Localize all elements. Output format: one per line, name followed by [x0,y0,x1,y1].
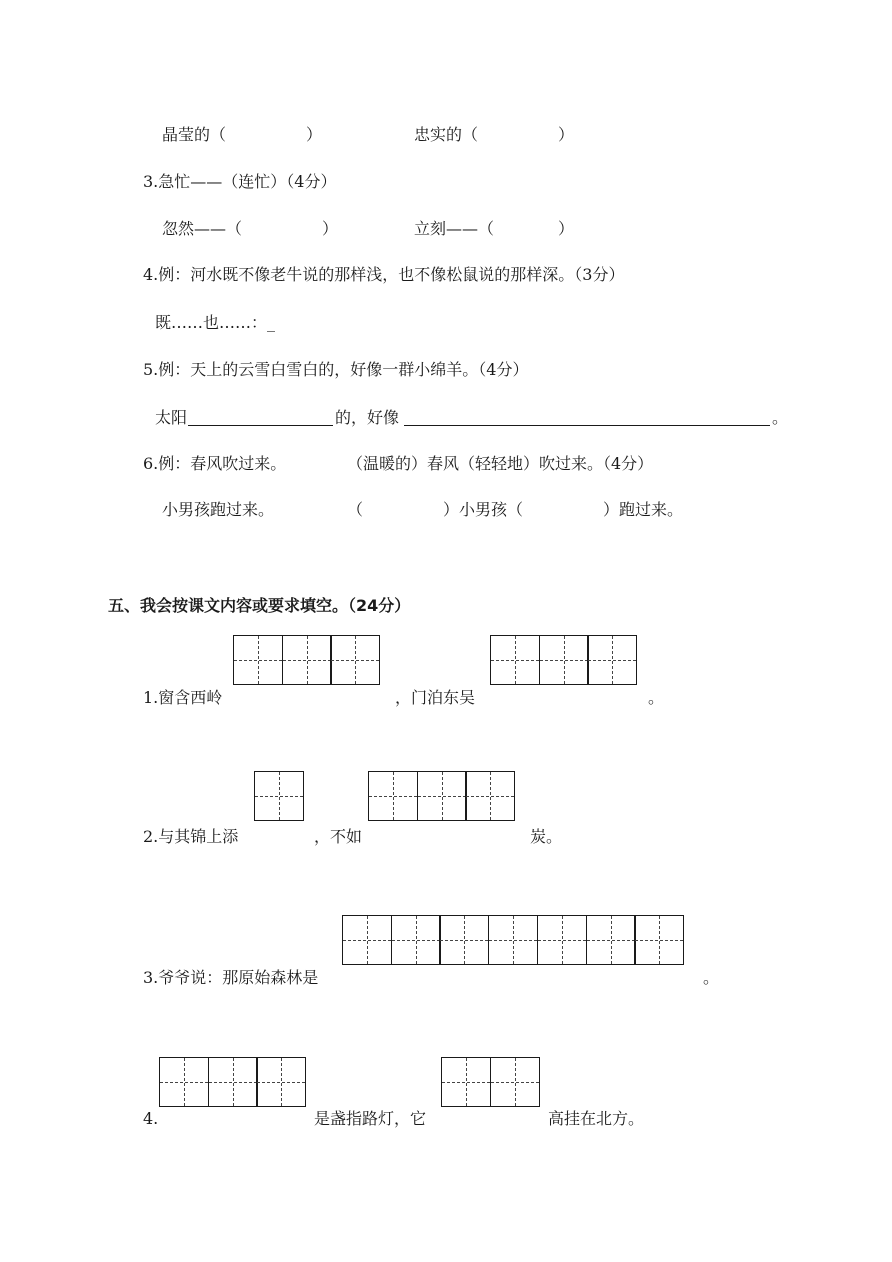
q-expand-line-a: 小男孩跑过来。 [162,500,275,519]
q-simile-blank-1[interactable] [188,425,333,426]
char-box[interactable] [254,771,304,821]
char-box[interactable] [256,1057,306,1107]
q-expand-line-b: （ ）小男孩（ ）跑过来。 [347,500,684,519]
char-box[interactable] [368,771,418,821]
char-box[interactable] [233,635,283,685]
fill1-text-c: 。 [648,688,665,707]
fill2-grid-a[interactable] [254,771,304,821]
q-sentence-stem: 4.例：河水既不像老牛说的那样浅，也不像松鼠说的那样深。（3分） [143,265,625,284]
fill3-text-a: 3.爷爷说：那原始森林是 [143,968,319,987]
fill2-text-c: 炭。 [530,827,563,846]
char-box[interactable] [391,915,441,965]
char-box[interactable] [441,1057,491,1107]
q-simile-stem: 5.例：天上的云雪白雪白的，好像一群小绵羊。（4分） [143,360,529,379]
char-box[interactable] [439,915,489,965]
char-box[interactable] [465,771,515,821]
q-simile-end: 。 [772,408,789,427]
char-box[interactable] [330,635,380,685]
q-sentence-prompt: 既……也……：_ [155,313,276,332]
char-box[interactable] [342,915,392,965]
char-box[interactable] [417,771,467,821]
q3-left-text: 晶莹的（ ） [162,125,323,144]
fill3-text-c: 。 [703,968,720,987]
char-box[interactable] [587,635,637,685]
char-box[interactable] [634,915,684,965]
q-synonym-right: 立刻——（ ） [414,219,575,238]
char-box[interactable] [490,1057,540,1107]
fill4-text-b: 是盏指路灯，它 [314,1109,427,1128]
char-box[interactable] [208,1057,258,1107]
q-simile-blank-2[interactable] [404,425,770,426]
fill1-text-b: ，门泊东吴 [395,688,476,707]
q3-right-text: 忠实的（ ） [414,125,575,144]
fill2-text-b: ，不如 [314,827,363,846]
q-expand-stem-b: （温暖的）春风（轻轻地）吹过来。（4分） [347,454,654,473]
char-box[interactable] [490,635,540,685]
fill4-text-c: 高挂在北方。 [548,1109,645,1128]
fill4-grid-a[interactable] [159,1057,306,1107]
q-simile-part2: 的，好像 [335,408,400,427]
section-5-title: 五、我会按课文内容或要求填空。（24分） [108,596,411,615]
fill4-grid-b[interactable] [441,1057,540,1107]
fill1-grid-b[interactable] [490,635,637,685]
fill3-grid[interactable] [342,915,684,965]
fill2-text-a: 2.与其锦上添 [143,827,239,846]
fill1-text-a: 1.窗含西岭 [143,688,223,707]
char-box[interactable] [159,1057,209,1107]
fill4-text-a: 4. [143,1109,159,1128]
char-box[interactable] [539,635,589,685]
char-box[interactable] [282,635,332,685]
fill2-grid-b[interactable] [368,771,515,821]
char-box[interactable] [537,915,587,965]
q-simile-part1: 太阳 [155,408,188,427]
q-synonym-left: 忽然——（ ） [162,219,339,238]
char-box[interactable] [586,915,636,965]
q-expand-stem-a: 6.例：春风吹过来。 [143,454,287,473]
q-synonym-stem: 3.急忙——（连忙）（4分） [143,172,337,191]
char-box[interactable] [488,915,538,965]
fill1-grid-a[interactable] [233,635,380,685]
